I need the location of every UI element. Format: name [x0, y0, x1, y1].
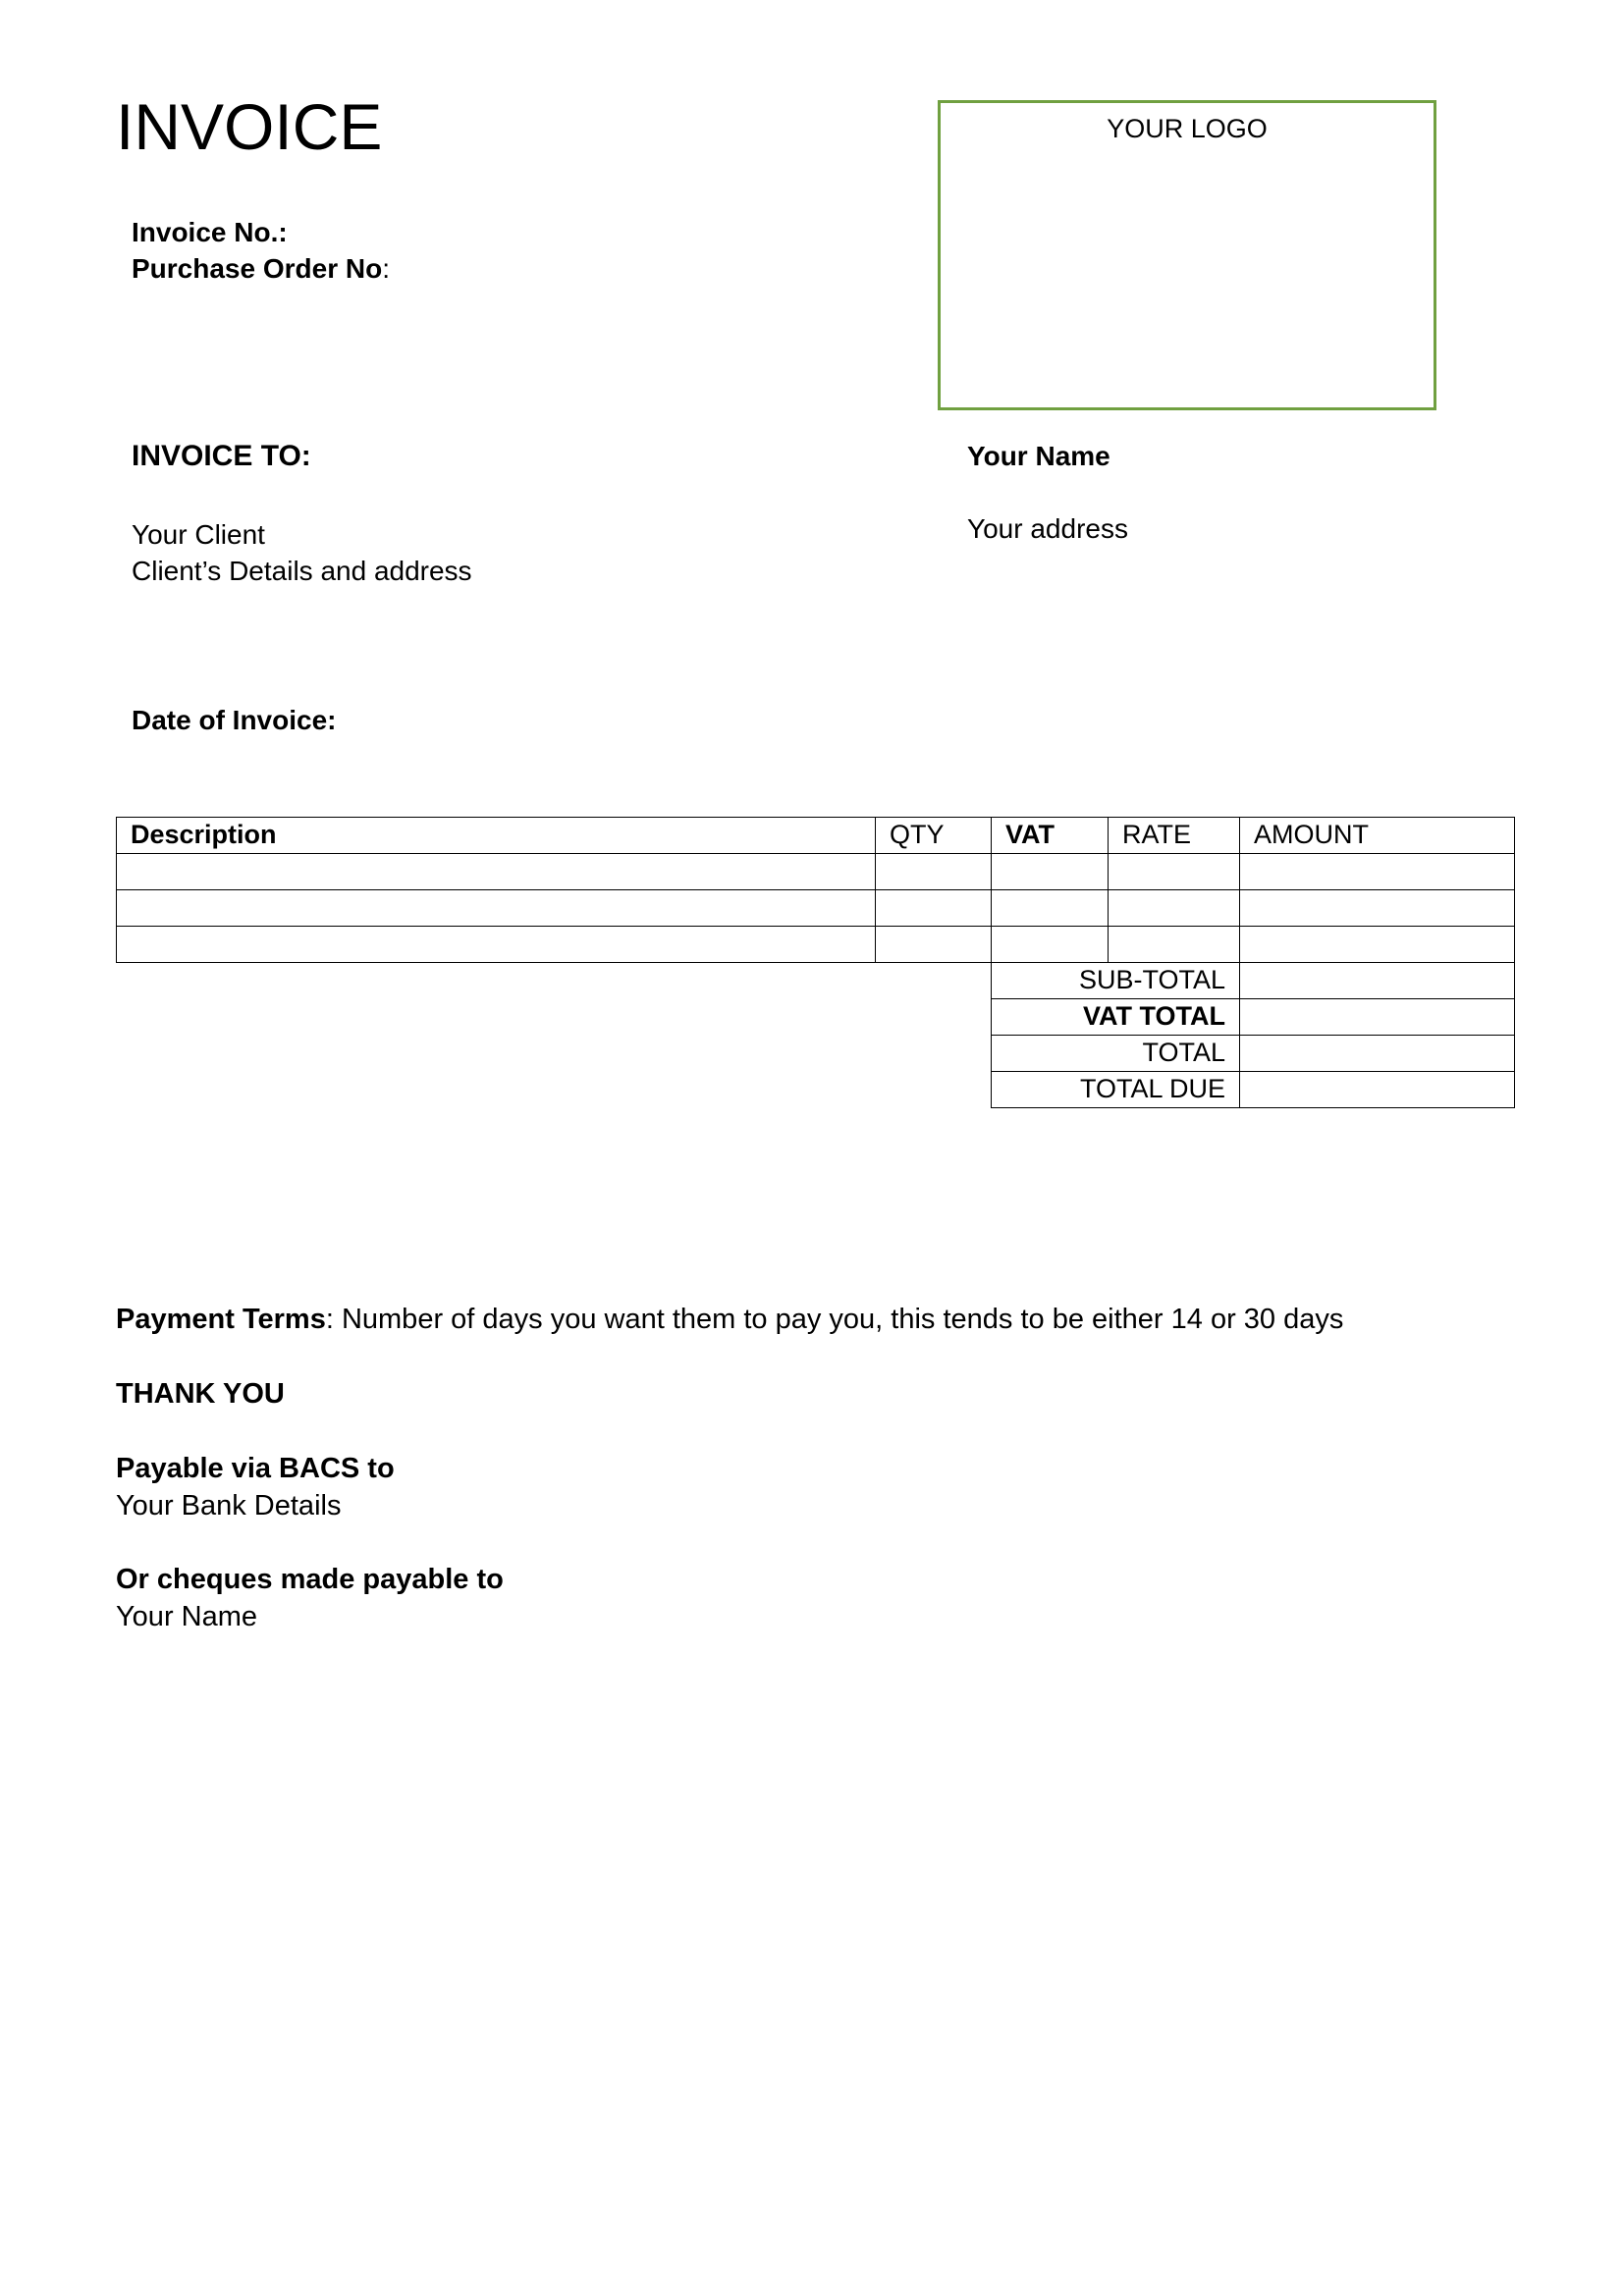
column-header-rate: RATE	[1109, 818, 1240, 854]
subtotal-value[interactable]	[1240, 963, 1515, 999]
table-row	[117, 854, 1515, 890]
total-value[interactable]	[1240, 1036, 1515, 1072]
table-row	[117, 927, 1515, 963]
cell-vat[interactable]	[992, 854, 1109, 890]
total-due-label: TOTAL DUE	[992, 1072, 1240, 1108]
cell-description[interactable]	[117, 927, 876, 963]
column-header-amount: AMOUNT	[1240, 818, 1515, 854]
logo-placeholder	[938, 100, 1436, 410]
cell-amount[interactable]	[1240, 854, 1515, 890]
subtotal-row	[117, 963, 1515, 999]
sender-name: Your Name	[967, 441, 1110, 471]
purchase-order-label: Purchase Order No	[132, 253, 383, 284]
cell-amount[interactable]	[1240, 890, 1515, 927]
invoice-number-block	[132, 214, 390, 287]
column-header-description: Description	[117, 818, 876, 854]
cell-description[interactable]	[117, 854, 876, 890]
cell-qty[interactable]	[876, 890, 992, 927]
table-header-row	[117, 818, 1515, 854]
cheques-block	[116, 1561, 504, 1635]
total-label: TOTAL	[992, 1036, 1240, 1072]
logo-text: YOUR LOGO	[1107, 114, 1268, 143]
cell-vat[interactable]	[992, 890, 1109, 927]
cell-vat[interactable]	[992, 927, 1109, 963]
vat-total-label: VAT TOTAL	[992, 999, 1240, 1036]
vat-total-value[interactable]	[1240, 999, 1515, 1036]
payment-terms	[116, 1301, 1343, 1338]
purchase-order-colon: :	[382, 253, 390, 284]
date-of-invoice-label: Date of Invoice:	[132, 705, 337, 735]
bacs-block	[116, 1450, 395, 1524]
sender-address: Your address	[967, 513, 1128, 544]
total-due-value[interactable]	[1240, 1072, 1515, 1108]
cell-rate[interactable]	[1109, 890, 1240, 927]
bank-details: Your Bank Details	[116, 1490, 342, 1522]
cell-rate[interactable]	[1109, 927, 1240, 963]
client-details: Client’s Details and address	[132, 556, 472, 586]
payment-terms-label: Payment Terms	[116, 1304, 326, 1335]
invoice-to-heading: INVOICE TO:	[132, 440, 311, 472]
purchase-order-line	[132, 250, 390, 287]
line-items-table	[116, 817, 1515, 1108]
page-title: INVOICE	[116, 90, 383, 163]
column-header-vat: VAT	[992, 818, 1109, 854]
total-due-row	[117, 1072, 1515, 1108]
payment-terms-text: : Number of days you want them to pay you, this tends to be either 14 or 30 days	[325, 1304, 1344, 1335]
total-row	[117, 1036, 1515, 1072]
cell-amount[interactable]	[1240, 927, 1515, 963]
invoice-number-label: Invoice No.:	[132, 217, 288, 247]
subtotal-label: SUB-TOTAL	[992, 963, 1240, 999]
cell-qty[interactable]	[876, 854, 992, 890]
bacs-label: Payable via BACS to	[116, 1453, 395, 1484]
cell-description[interactable]	[117, 890, 876, 927]
cheques-label: Or cheques made payable to	[116, 1564, 504, 1595]
column-header-qty: QTY	[876, 818, 992, 854]
vat-total-row	[117, 999, 1515, 1036]
thank-you: THANK YOU	[116, 1378, 285, 1410]
table-row	[117, 890, 1515, 927]
cheques-name: Your Name	[116, 1601, 258, 1632]
cell-rate[interactable]	[1109, 854, 1240, 890]
client-name: Your Client	[132, 519, 265, 550]
cell-qty[interactable]	[876, 927, 992, 963]
client-block	[132, 516, 472, 589]
